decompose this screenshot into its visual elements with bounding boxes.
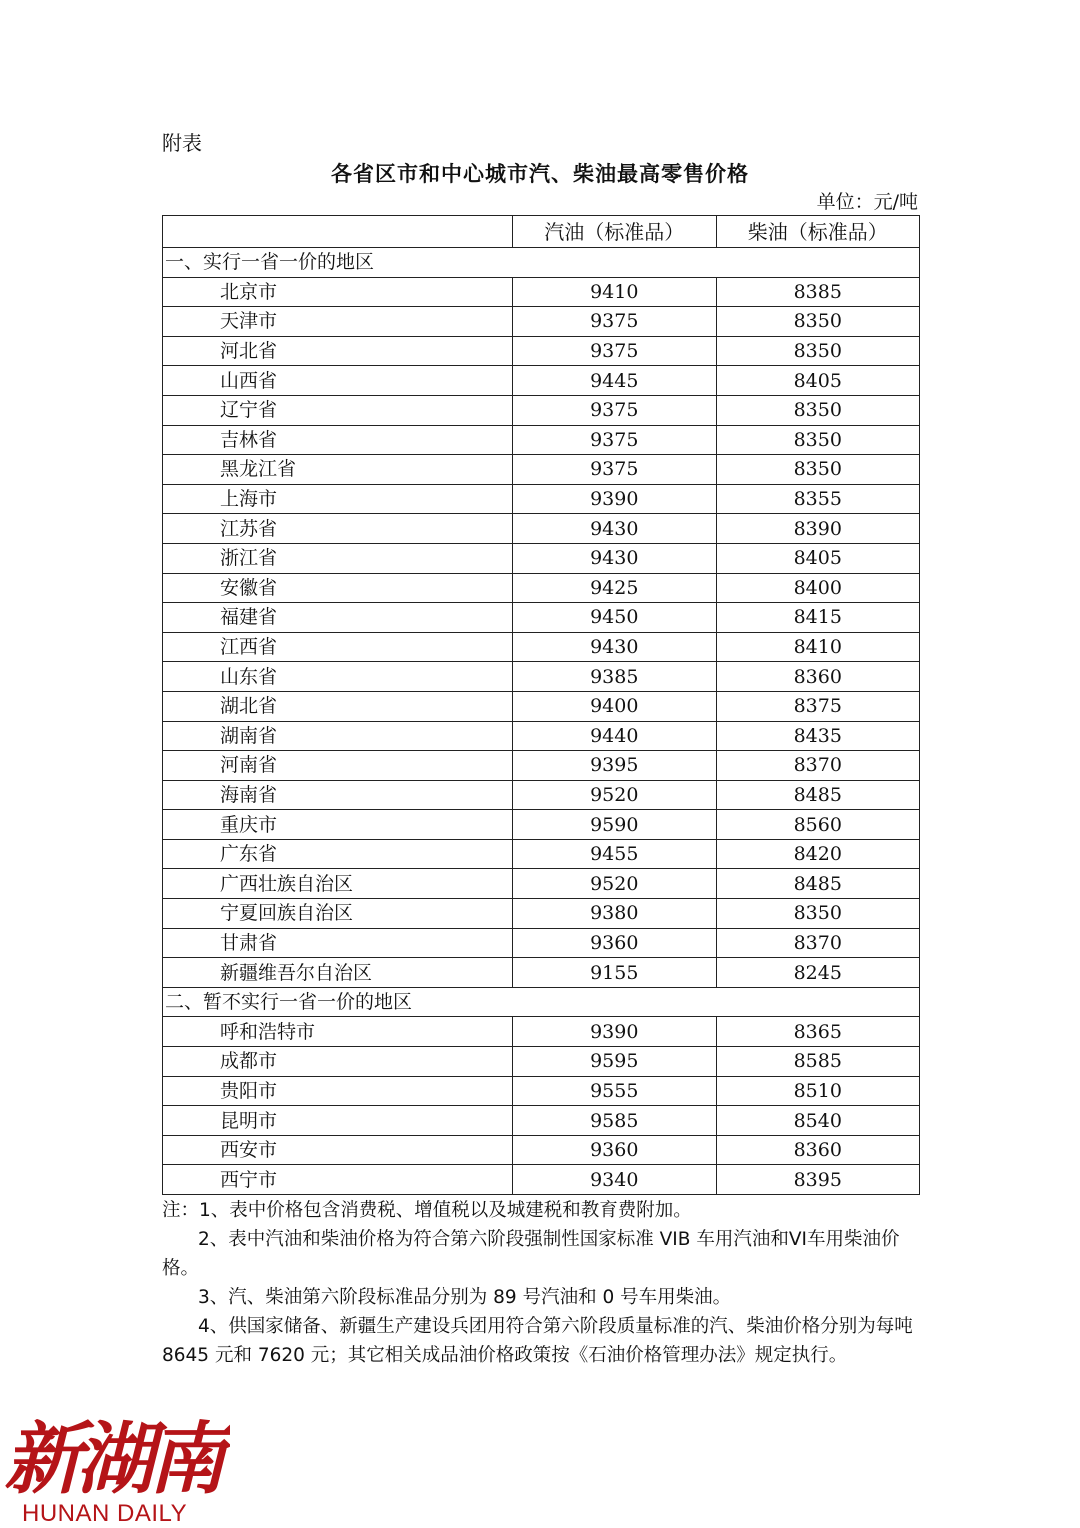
diesel-price-cell: 8485 [716, 780, 920, 810]
region-cell: 湖北省 [163, 691, 513, 721]
gasoline-price-cell: 9385 [513, 662, 717, 692]
gasoline-price-cell: 9340 [513, 1165, 717, 1195]
table-row [163, 869, 920, 899]
section-row [163, 987, 920, 1017]
diesel-price-cell: 8405 [716, 366, 920, 396]
region-cell: 海南省 [163, 780, 513, 810]
region-cell: 辽宁省 [163, 395, 513, 425]
region-cell: 福建省 [163, 603, 513, 633]
diesel-price-cell: 8350 [716, 307, 920, 337]
region-cell: 甘肃省 [163, 928, 513, 958]
region-cell: 天津市 [163, 307, 513, 337]
diesel-price-cell: 8355 [716, 484, 920, 514]
table-row [163, 1135, 920, 1165]
table-row [163, 277, 920, 307]
gasoline-price-cell: 9390 [513, 1017, 717, 1047]
table-row [163, 1047, 920, 1077]
region-cell: 湖南省 [163, 721, 513, 751]
note-4: 4、供国家储备、新疆生产建设兵团用符合第六阶段质量标准的汽、柴油价格分别为每吨 8645 元和 7620 元；其它相关成品油价格政策按《石油价格管理办法》规定执行。 [162, 1316, 913, 1366]
region-cell: 山西省 [163, 366, 513, 396]
gasoline-price-cell: 9520 [513, 869, 717, 899]
gasoline-price-cell: 9440 [513, 721, 717, 751]
gasoline-price-cell: 9155 [513, 958, 717, 988]
diesel-price-cell: 8360 [716, 1135, 920, 1165]
gasoline-price-cell: 9590 [513, 810, 717, 840]
diesel-price-cell: 8560 [716, 810, 920, 840]
diesel-price-cell: 8400 [716, 573, 920, 603]
table-row [163, 691, 920, 721]
diesel-price-cell: 8585 [716, 1047, 920, 1077]
region-cell: 广东省 [163, 839, 513, 869]
table-row [163, 455, 920, 485]
region-cell: 呼和浩特市 [163, 1017, 513, 1047]
region-cell: 黑龙江省 [163, 455, 513, 485]
diesel-price-cell: 8375 [716, 691, 920, 721]
table-row [163, 899, 920, 929]
table-row [163, 839, 920, 869]
region-cell: 北京市 [163, 277, 513, 307]
table-row [163, 603, 920, 633]
gasoline-price-cell: 9430 [513, 543, 717, 573]
gasoline-price-cell: 9520 [513, 780, 717, 810]
diesel-price-cell: 8350 [716, 899, 920, 929]
table-row [163, 514, 920, 544]
column-header-gasoline: 汽油（标准品） [513, 216, 717, 248]
region-cell: 山东省 [163, 662, 513, 692]
diesel-price-cell: 8390 [716, 514, 920, 544]
diesel-price-cell: 8370 [716, 928, 920, 958]
page-title: 各省区市和中心城市汽、柴油最高零售价格 [331, 162, 749, 186]
gasoline-price-cell: 9390 [513, 484, 717, 514]
section-title: 二、暂不实行一省一价的地区 [163, 987, 920, 1017]
diesel-price-cell: 8350 [716, 455, 920, 485]
gasoline-price-cell: 9375 [513, 455, 717, 485]
gasoline-price-cell: 9410 [513, 277, 717, 307]
region-cell: 浙江省 [163, 543, 513, 573]
diesel-price-cell: 8350 [716, 336, 920, 366]
region-cell: 贵阳市 [163, 1076, 513, 1106]
table-row [163, 307, 920, 337]
table-row [163, 543, 920, 573]
gasoline-price-cell: 9430 [513, 514, 717, 544]
diesel-price-cell: 8370 [716, 751, 920, 781]
diesel-price-cell: 8510 [716, 1076, 920, 1106]
table-row [163, 958, 920, 988]
diesel-price-cell: 8350 [716, 425, 920, 455]
region-cell: 河北省 [163, 336, 513, 366]
table-row [163, 632, 920, 662]
diesel-price-cell: 8540 [716, 1106, 920, 1136]
table-row [163, 573, 920, 603]
diesel-price-cell: 8245 [716, 958, 920, 988]
gasoline-price-cell: 9455 [513, 839, 717, 869]
region-cell: 上海市 [163, 484, 513, 514]
section-row [163, 248, 920, 278]
table-row [163, 425, 920, 455]
section-title: 一、实行一省一价的地区 [163, 248, 920, 278]
note-2: 2、表中汽油和柴油价格为符合第六阶段强制性国家标准 VIB 车用汽油和VI车用柴油价格。 [162, 1229, 900, 1279]
region-cell: 新疆维吾尔自治区 [163, 958, 513, 988]
label-appendix: 附表 [162, 131, 202, 155]
table-row [163, 1165, 920, 1195]
region-cell: 成都市 [163, 1047, 513, 1077]
diesel-price-cell: 8420 [716, 839, 920, 869]
gasoline-price-cell: 9395 [513, 751, 717, 781]
table-row [163, 336, 920, 366]
gasoline-price-cell: 9450 [513, 603, 717, 633]
region-cell: 西安市 [163, 1135, 513, 1165]
table-row [163, 1106, 920, 1136]
table-row [163, 751, 920, 781]
gasoline-price-cell: 9400 [513, 691, 717, 721]
note-1: 注：1、表中价格包含消费税、增值税以及城建税和教育费附加。 [162, 1200, 692, 1221]
diesel-price-cell: 8415 [716, 603, 920, 633]
gasoline-price-cell: 9360 [513, 1135, 717, 1165]
diesel-price-cell: 8365 [716, 1017, 920, 1047]
region-cell: 江西省 [163, 632, 513, 662]
region-cell: 江苏省 [163, 514, 513, 544]
gasoline-price-cell: 9360 [513, 928, 717, 958]
region-cell: 重庆市 [163, 810, 513, 840]
table-row [163, 721, 920, 751]
gasoline-price-cell: 9375 [513, 307, 717, 337]
diesel-price-cell: 8405 [716, 543, 920, 573]
table-row [163, 1017, 920, 1047]
table-row [163, 1076, 920, 1106]
diesel-price-cell: 8350 [716, 395, 920, 425]
region-cell: 安徽省 [163, 573, 513, 603]
table-row [163, 366, 920, 396]
table-header-row [163, 216, 920, 248]
diesel-price-cell: 8360 [716, 662, 920, 692]
region-cell: 河南省 [163, 751, 513, 781]
region-cell: 吉林省 [163, 425, 513, 455]
table-row [163, 810, 920, 840]
diesel-price-cell: 8485 [716, 869, 920, 899]
gasoline-price-cell: 9585 [513, 1106, 717, 1136]
table-row [163, 780, 920, 810]
region-cell: 广西壮族自治区 [163, 869, 513, 899]
gasoline-price-cell: 9380 [513, 899, 717, 929]
gasoline-price-cell: 9445 [513, 366, 717, 396]
logo-subtitle: HUNAN DAILY [22, 1500, 188, 1527]
diesel-price-cell: 8435 [716, 721, 920, 751]
gasoline-price-cell: 9375 [513, 395, 717, 425]
region-cell: 宁夏回族自治区 [163, 899, 513, 929]
table-row [163, 484, 920, 514]
column-header-diesel: 柴油（标准品） [716, 216, 920, 248]
table-row [163, 662, 920, 692]
region-cell: 西宁市 [163, 1165, 513, 1195]
diesel-price-cell: 8385 [716, 277, 920, 307]
gasoline-price-cell: 9375 [513, 425, 717, 455]
region-cell: 昆明市 [163, 1106, 513, 1136]
table-row [163, 928, 920, 958]
gasoline-price-cell: 9595 [513, 1047, 717, 1077]
note-3: 3、汽、柴油第六阶段标准品分别为 89 号汽油和 0 号车用柴油。 [198, 1287, 732, 1308]
gasoline-price-cell: 9375 [513, 336, 717, 366]
logo-text: 新湖南 [4, 1414, 221, 1505]
gasoline-price-cell: 9555 [513, 1076, 717, 1106]
column-header-region [163, 216, 513, 248]
price-table [162, 215, 920, 1195]
gasoline-price-cell: 9430 [513, 632, 717, 662]
table-body [163, 248, 920, 1195]
table-row [163, 395, 920, 425]
notes [162, 1196, 920, 1370]
unit-label: 单位：元/吨 [816, 191, 918, 213]
diesel-price-cell: 8410 [716, 632, 920, 662]
diesel-price-cell: 8395 [716, 1165, 920, 1195]
gasoline-price-cell: 9425 [513, 573, 717, 603]
